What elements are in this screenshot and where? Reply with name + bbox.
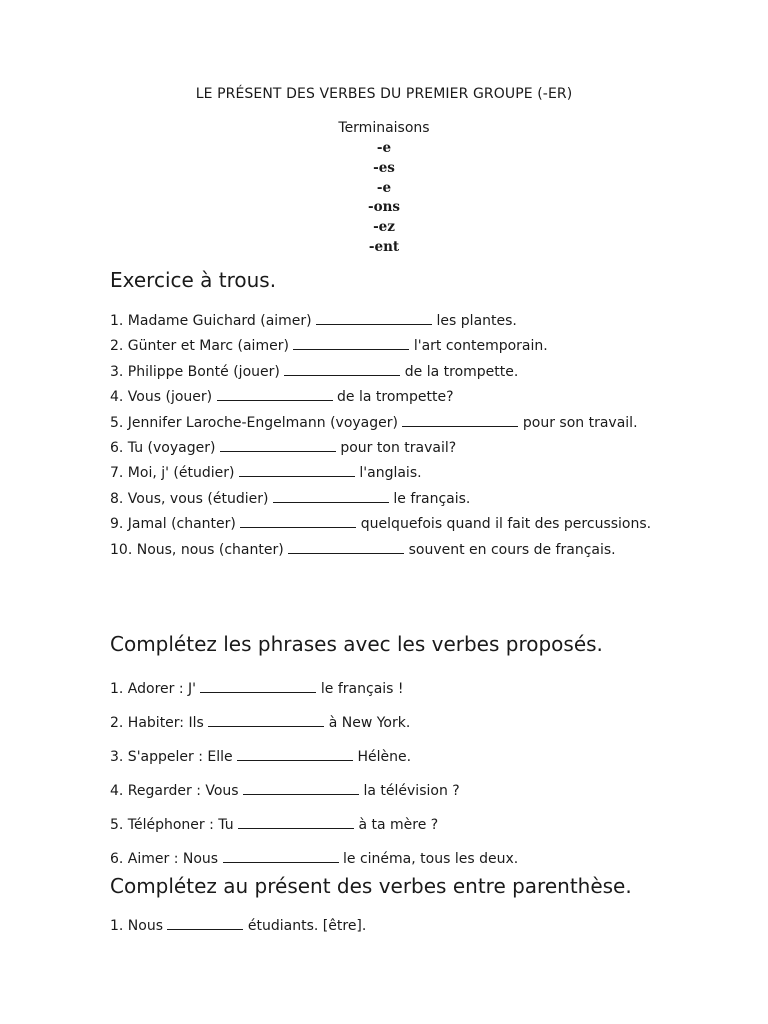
- ending-item: -e: [376, 179, 392, 196]
- exercise-item: [110, 334, 658, 359]
- answer-blank[interactable]: [220, 440, 336, 452]
- item-text: 3. Philippe Bonté (jouer): [110, 363, 280, 380]
- endings-heading: Terminaisons: [338, 120, 430, 136]
- item-text: 1. Nous: [110, 918, 164, 934]
- section2-list: [110, 672, 658, 876]
- item-text: 6. Aimer : Nous: [110, 851, 219, 867]
- ending-item: -es: [373, 159, 395, 176]
- exercise-item: [110, 672, 658, 706]
- item-text: 5. Téléphoner : Tu: [110, 817, 234, 833]
- exercise-item: [110, 385, 658, 410]
- item-text: Hélène.: [357, 749, 412, 765]
- exercise-item: [110, 436, 658, 461]
- answer-blank[interactable]: [200, 681, 316, 693]
- item-text: 5. Jennifer Laroche-Engelmann (voyager): [110, 414, 398, 431]
- exercise-item: [110, 706, 658, 740]
- answer-blank[interactable]: [237, 749, 353, 761]
- exercise-item: [110, 487, 658, 512]
- answer-blank[interactable]: [239, 465, 355, 477]
- ending-item: -ent: [368, 238, 400, 255]
- item-text: le français.: [393, 490, 471, 507]
- item-text: 4. Vous (jouer): [110, 389, 213, 406]
- answer-blank[interactable]: [284, 364, 400, 376]
- exercise-item: [110, 512, 658, 537]
- answer-blank[interactable]: [208, 715, 324, 727]
- answer-blank[interactable]: [273, 491, 389, 503]
- answer-blank[interactable]: [243, 783, 359, 795]
- item-text: 2. Habiter: Ils: [110, 715, 204, 731]
- item-text: 3. S'appeler : Elle: [110, 749, 233, 765]
- item-text: 7. Moi, j' (étudier): [110, 465, 235, 482]
- item-text: étudiants. [être].: [247, 918, 367, 934]
- item-text: l'anglais.: [359, 465, 422, 482]
- exercise-item: [110, 309, 658, 334]
- item-text: 8. Vous, vous (étudier): [110, 490, 269, 507]
- exercise-item: [110, 411, 658, 436]
- answer-blank[interactable]: [217, 389, 333, 401]
- item-text: 10. Nous, nous (chanter): [110, 541, 284, 558]
- item-text: à New York.: [328, 715, 411, 731]
- item-text: quelquefois quand il fait des percussions.: [360, 516, 652, 533]
- item-text: pour son travail.: [522, 414, 638, 431]
- answer-blank[interactable]: [293, 338, 409, 350]
- item-text: 4. Regarder : Vous: [110, 783, 239, 799]
- answer-blank[interactable]: [402, 415, 518, 427]
- item-text: 6. Tu (voyager): [110, 440, 216, 457]
- answer-blank[interactable]: [288, 542, 404, 554]
- exercise-item: [110, 461, 658, 486]
- section1-heading: Exercice à trous.: [110, 268, 277, 292]
- answer-blank[interactable]: [167, 918, 243, 930]
- item-text: de la trompette.: [404, 363, 519, 380]
- answer-blank[interactable]: [223, 851, 339, 863]
- item-text: le cinéma, tous les deux.: [343, 851, 519, 867]
- exercise-item: [110, 538, 658, 563]
- section1-list: [110, 309, 658, 563]
- page-title: LE PRÉSENT DES VERBES DU PREMIER GROUPE (-ER): [195, 86, 573, 102]
- item-text: à ta mère ?: [358, 817, 439, 833]
- item-text: le français !: [320, 681, 404, 697]
- exercise-item: [110, 740, 658, 774]
- item-text: pour ton travail?: [340, 440, 457, 457]
- item-text: la télévision ?: [363, 783, 460, 799]
- section3-list: [110, 914, 658, 938]
- exercise-item: [110, 774, 658, 808]
- exercise-item: [110, 914, 658, 938]
- item-text: 2. Günter et Marc (aimer): [110, 338, 289, 355]
- exercise-item: [110, 842, 658, 876]
- ending-item: -ez: [373, 219, 395, 236]
- item-text: les plantes.: [436, 313, 517, 329]
- answer-blank[interactable]: [316, 313, 432, 325]
- ending-item: -e: [376, 140, 392, 156]
- item-text: de la trompette?: [337, 389, 454, 406]
- endings-list: [0, 139, 768, 258]
- section2-heading: Complétez les phrases avec les verbes proposés.: [110, 632, 603, 656]
- answer-blank[interactable]: [240, 516, 356, 528]
- item-text: 9. Jamal (chanter): [110, 516, 236, 533]
- exercise-item: [110, 360, 658, 385]
- item-text: souvent en cours de français.: [408, 541, 616, 558]
- exercise-item: [110, 808, 658, 842]
- section3-heading: Complétez au présent des verbes entre parenthèse.: [110, 874, 632, 898]
- item-text: 1. Madame Guichard (aimer): [110, 313, 312, 329]
- item-text: 1. Adorer : J': [110, 681, 197, 697]
- answer-blank[interactable]: [238, 817, 354, 829]
- ending-item: -ons: [367, 199, 401, 216]
- item-text: l'art contemporain.: [413, 338, 548, 355]
